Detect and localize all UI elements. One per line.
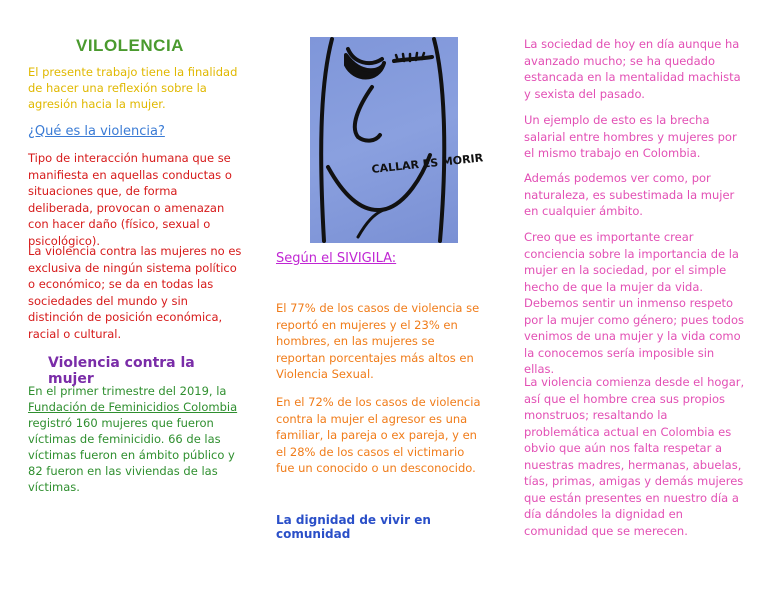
violence-definition: Tipo de interacción humana que se manifiesta en aquellas conductas o situaciones que, de forma deliberada, provocan o amenazan con hacer daño (físico, sexual o psicológico). xyxy=(28,151,232,248)
femicide-stats xyxy=(28,383,240,495)
reflection-paragraph-1: La sociedad de hoy en día aunque ha avanzado mucho; se ha quedado estancada en la mentalidad machista y sexista del pasado. xyxy=(524,37,741,101)
face-drawing xyxy=(310,37,484,243)
subheading-violence-women: Violencia contra la mujer xyxy=(48,355,195,387)
stats-text-after: registró 160 mujeres que fueron víctimas de feminicidio. 66 de las víctimas fueron en ámbito público y 82 fueron en las viviendas de las víctimas. xyxy=(28,416,235,494)
sivigila-link[interactable]: Según el SIVIGILA: xyxy=(276,251,397,266)
violence-not-exclusive: La violencia contra las mujeres no es exclusiva de ningún sistema político o económico; se da en todas las sociedades del mundo y sin distinción de posición económica, racial o cultural. xyxy=(28,244,242,341)
page-title: VILOLENCIA xyxy=(76,36,184,55)
face-illustration xyxy=(310,37,484,243)
intro-paragraph: El presente trabajo tiene la finalidad de hacer una reflexión sobre la agresión hacia la mujer. xyxy=(28,65,238,111)
reflection-paragraph-4: Creo que es importante crear conciencia sobre la importancia de la mujer en la sociedad, por el simple hecho de que la mujer da vida. Debemos sentir un inmenso respeto por la mujer como género; pues todos venimos de una mujer y la vida como la conocemos sería imposible sin ellas. xyxy=(524,230,744,376)
dignity-heading: La dignidad de vivir en comunidad xyxy=(276,513,431,541)
stats-text-before: En el primer trimestre del 2019, la xyxy=(28,384,227,398)
image-caption: CALLAR ES MORIR xyxy=(370,151,484,176)
sivigila-stats-1: El 77% de los casos de violencia se reportó en mujeres y el 23% en hombres, en las mujeres se reportan porcentajes más altos en Violencia Sexual. xyxy=(276,301,480,381)
reflection-paragraph-2: Un ejemplo de esto es la brecha salarial entre hombres y mujeres por el mismo trabajo en Colombia. xyxy=(524,113,737,160)
reflection-paragraph-3: Además podemos ver como, por naturaleza, es subestimada la mujer en cualquier ámbito. xyxy=(524,171,735,218)
sivigila-stats-2: En el 72% de los casos de violencia contra la mujer el agresor es una familiar, la pareja o ex pareja, y en el 28% de los casos el victimario fue un conocido o un desconocido. xyxy=(276,395,481,475)
question-heading[interactable]: ¿Qué es la violencia? xyxy=(28,124,165,139)
reflection-paragraph-5: La violencia comienza desde el hogar, así que el hombre crea sus propios monstruos; resaltando la problemática actual en Colombia es obvio que aún nos falta respetar a nuestras madres, hermanas, abuelas, tías, primas, amigas y demás mujeres que están presentes en nuestro día a día dándoles la dignidad en comunidad que se merecen. xyxy=(524,375,745,538)
fundacion-link[interactable]: Fundación de Feminicidios Colombia xyxy=(28,400,238,414)
